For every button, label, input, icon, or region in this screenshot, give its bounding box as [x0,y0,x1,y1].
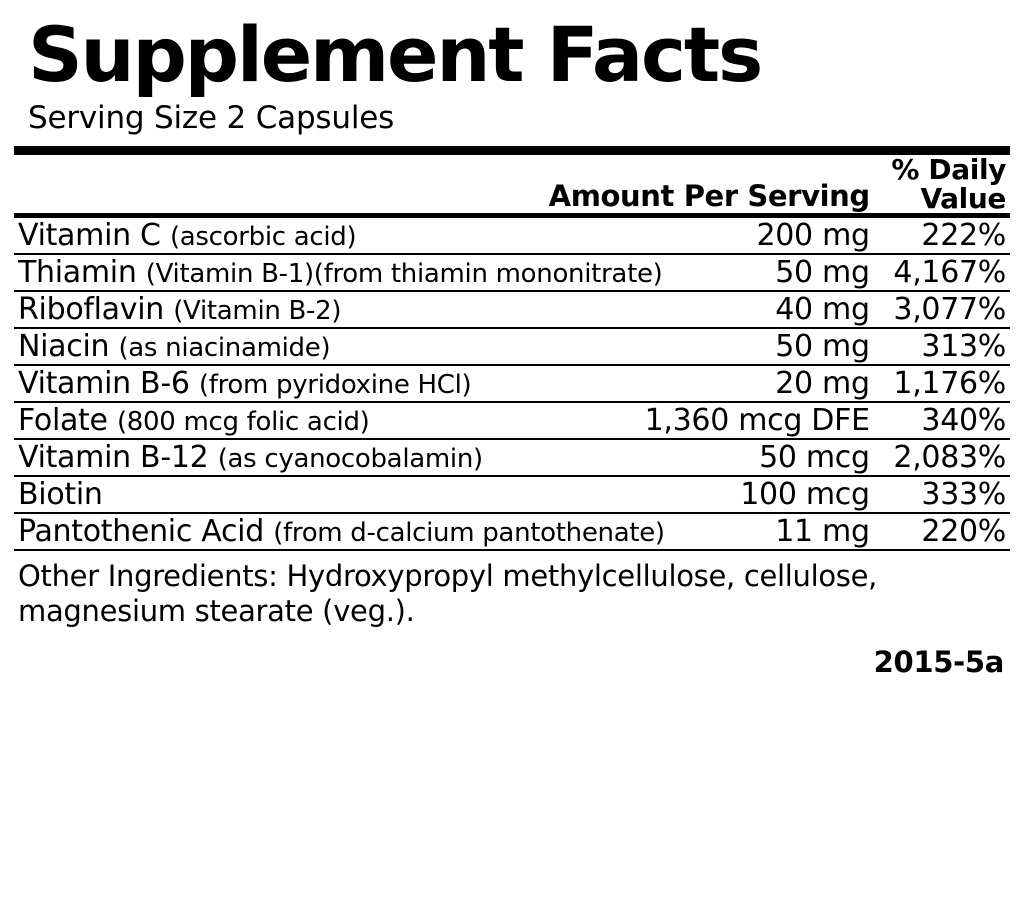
table-row [14,218,1010,253]
nutrient-amount: 50 mg [775,255,870,291]
nutrient-name: Vitamin B-12 [18,440,209,476]
table-row [14,440,1010,475]
table-row [14,329,1010,364]
nutrient-detail: (from pyridoxine HCl) [198,370,472,401]
nutrient-name-cell [14,329,521,364]
nutrient-name: Vitamin B-6 [18,366,190,402]
nutrient-rows-body [14,218,1010,549]
nutrient-detail: (800 mcg folic acid) [116,407,370,438]
nutrient-amount: 200 mg [756,218,870,254]
table-row [14,255,1010,290]
nutrient-daily-value: 2,083% [893,440,1006,476]
nutrient-name-cell [14,218,521,253]
nutrient-daily-value: 3,077% [893,292,1006,328]
nutrient-amount: 40 mg [775,292,870,328]
nutrient-name: Thiamin [18,255,137,291]
nutrient-detail: (Vitamin B-2) [173,296,342,327]
header-daily-value-line2: Value [920,181,1006,215]
header-daily-value [880,152,1010,215]
page-title: Supplement Facts [28,10,762,99]
nutrient-name: Vitamin C [18,218,161,254]
other-ingredients-text: Other Ingredients: Hydroxypropyl methylcellulose, cellulose, magnesium stearate (veg.). [18,559,878,629]
table-header-row [14,155,1010,214]
nutrient-name: Biotin [18,477,103,513]
nutrient-daily-value: 340% [921,403,1006,439]
label-code: 2015-5a [873,644,1004,679]
header-amount-per-serving: Amount Per Serving [548,179,870,214]
table-row [14,292,1010,327]
table-row [14,477,1010,512]
nutrition-table-body [14,152,1010,215]
nutrient-name: Riboflavin [18,292,164,328]
nutrient-detail: (Vitamin B-1)(from thiamin mononitrate) [145,259,663,290]
nutrient-name: Niacin [18,329,110,365]
nutrient-name-cell [14,440,521,475]
nutrient-name-cell [14,477,521,512]
nutrient-rows-table [14,218,1010,549]
nutrient-daily-value: 220% [921,514,1006,550]
table-row [14,403,1010,438]
nutrient-daily-value: 222% [921,218,1006,254]
nutrient-name-cell [14,403,521,438]
nutrient-daily-value: 313% [921,329,1006,365]
nutrient-daily-value: 1,176% [893,366,1006,402]
nutrient-detail: (ascorbic acid) [169,222,357,253]
nutrition-table [14,152,1010,215]
nutrient-detail: (from d-calcium pantothenate) [273,518,665,549]
nutrient-amount: 50 mcg [759,440,870,476]
nutrient-amount: 50 mg [775,329,870,365]
nutrient-detail: (as niacinamide) [118,333,331,364]
nutrient-amount: 20 mg [775,366,870,402]
nutrient-name-cell [14,292,521,327]
nutrient-amount: 100 mcg [740,477,870,513]
table-row [14,514,1010,549]
nutrient-detail: (as cyanocobalamin) [217,444,483,475]
nutrient-name-cell [14,366,521,401]
nutrient-name-cell [14,514,665,550]
nutrient-daily-value: 333% [921,477,1006,513]
nutrient-name: Folate [18,403,108,439]
divider-bottom [14,549,1010,551]
nutrient-amount: 11 mg [775,514,870,550]
nutrient-daily-value: 4,167% [893,255,1006,291]
divider-heavy-top [14,146,1010,155]
serving-size-text: Serving Size 2 Capsules [28,99,395,136]
table-row [14,366,1010,401]
nutrient-name: Pantothenic Acid [18,514,264,550]
nutrient-name-cell [14,255,663,291]
nutrient-amount: 1,360 mcg DFE [644,403,870,439]
header-blank-cell [14,155,521,214]
header-daily-value-line1: % Daily [891,152,1006,186]
